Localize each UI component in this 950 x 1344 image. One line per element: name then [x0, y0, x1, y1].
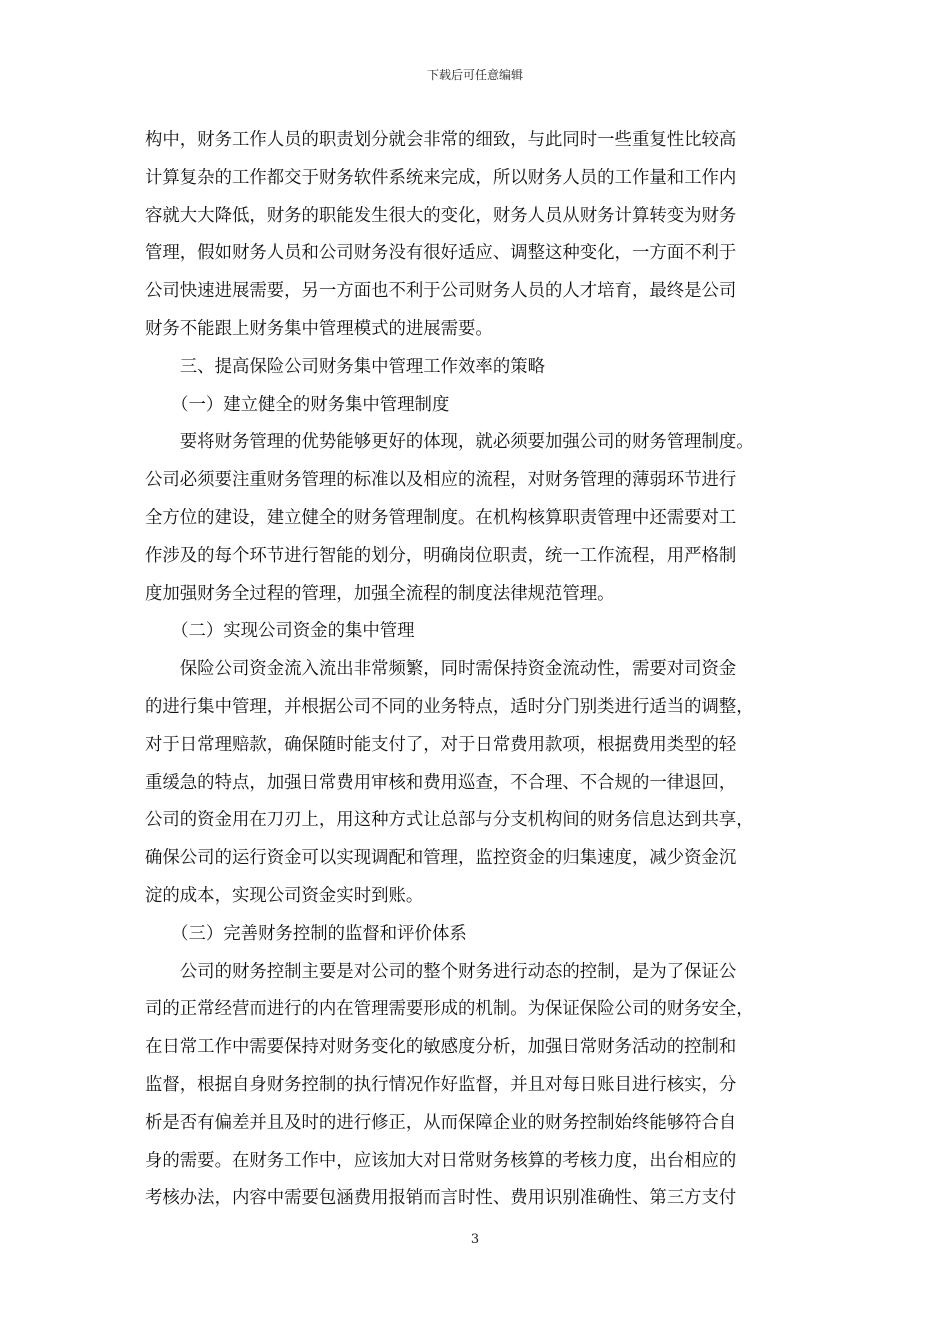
- subsection-heading: （一）建立健全的财务集中管理制度: [145, 394, 450, 415]
- text-line: 度加强财务全过程的管理，加强全流程的制度法律规范管理。: [145, 583, 615, 604]
- text-line: 重缓急的特点，加强日常费用审核和费用巡查，不合理、不合规的一律退回，: [145, 772, 737, 793]
- subsection-heading: （二）实现公司资金的集中管理: [145, 621, 415, 642]
- text-line: 身的需要。在财务工作中，应该加大对日常财务核算的考核力度，出台相应的: [145, 1150, 737, 1171]
- text-line: 监督，根据自身财务控制的执行情况作好监督，并且对每日账目进行核实，分: [145, 1074, 737, 1095]
- text-line: 司的正常经营而进行的内在管理需要形成的机制。为保证保险公司的财务安全，: [145, 999, 754, 1020]
- page-number: 3: [470, 1232, 480, 1247]
- text-line: 公司的财务控制主要是对公司的整个财务进行动态的控制，是为了保证公: [145, 961, 737, 982]
- text-line: 确保公司的运行资金可以实现调配和管理，监控资金的归集速度，减少资金沉: [145, 848, 737, 869]
- text-line: 的进行集中管理，并根据公司不同的业务特点，适时分门别类进行适当的调整，: [145, 696, 754, 717]
- text-line: 容就大大降低，财务的职能发生很大的变化，财务人员从财务计算转变为财务: [145, 205, 737, 226]
- text-line: 公司快速进展需要，另一方面也不利于公司财务人员的人才培育，最终是公司: [145, 281, 737, 302]
- page-header: 下载后可任意编辑: [426, 68, 523, 82]
- text-line: 作涉及的每个环节进行智能的划分，明确岗位职责，统一工作流程，用严格制: [145, 545, 737, 566]
- text-line: 公司必须要注重财务管理的标准以及相应的流程，对财务管理的薄弱环节进行: [145, 470, 737, 491]
- text-line: 财务不能跟上财务集中管理模式的进展需要。: [145, 318, 493, 339]
- text-line: 析是否有偏差并且及时的进行修正，从而保障企业的财务控制始终能够符合自: [145, 1112, 737, 1133]
- section-heading: 三、提高保险公司财务集中管理工作效率的策略: [145, 356, 545, 377]
- text-line: 考核办法，内容中需要包涵费用报销而言时性、费用识别准确性、第三方支付: [145, 1188, 737, 1209]
- subsection-heading: （三）完善财务控制的监督和评价体系: [145, 923, 467, 944]
- text-line: 淀的成本，实现公司资金实时到账。: [145, 885, 424, 906]
- text-line: 全方位的建设，建立健全的财务管理制度。在机构核算职责管理中还需要对工: [145, 507, 737, 528]
- text-line: 要将财务管理的优势能够更好的体现，就必须要加强公司的财务管理制度。: [145, 432, 754, 453]
- text-line: 在日常工作中需要保持对财务变化的敏感度分析，加强日常财务活动的控制和: [145, 1037, 737, 1058]
- text-line: 管理，假如财务人员和公司财务没有很好适应、调整这种变化，一方面不利于: [145, 243, 737, 264]
- text-line: 对于日常理赔款，确保随时能支付了，对于日常费用款项，根据费用类型的轻: [145, 734, 737, 755]
- body-text: [145, 122, 810, 1218]
- text-line: 公司的资金用在刀刃上，用这种方式让总部与分支机构间的财务信息达到共享，: [145, 810, 754, 831]
- text-line: 计算复杂的工作都交于财务软件系统来完成，所以财务人员的工作量和工作内: [145, 167, 737, 188]
- text-line: 保险公司资金流入流出非常频繁，同时需保持资金流动性，需要对司资金: [145, 659, 737, 680]
- text-line: 构中，财务工作人员的职责划分就会非常的细致，与此同时一些重复性比较高: [145, 130, 737, 150]
